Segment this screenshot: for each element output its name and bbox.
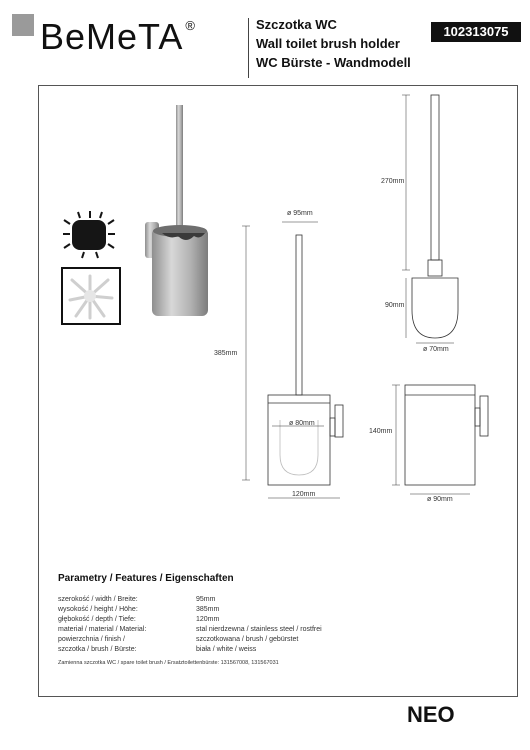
title-de: WC Bürste - Wandmodell [256, 55, 411, 70]
params-heading: Parametry / Features / Eigenschaften [58, 573, 234, 584]
series-name: NEO [407, 702, 455, 727]
param-label-brush: szczotka / brush / Bürste: [58, 646, 137, 653]
dim-brush-head-diameter: ø 70mm [423, 346, 449, 353]
brush-view-drawing [402, 95, 458, 343]
brand-name: BeMeTA [40, 16, 184, 57]
param-label-finish: powierzchnia / finish / [58, 636, 125, 643]
param-label-depth: głębokość / depth / Tiefe: [58, 616, 136, 623]
param-label-width: szerokość / width / Breite: [58, 596, 138, 603]
dim-depth: 120mm [292, 491, 316, 498]
white-brush-icon [62, 268, 120, 324]
title-en: Wall toilet brush holder [256, 36, 400, 51]
spare-brush-note: Zamienna szczotka WC / spare toilet brush / Ersatztoilettenbürste: 131567008, 131567031 [58, 660, 279, 666]
param-value-width: 95mm [196, 596, 216, 603]
front-view-drawing [242, 222, 343, 498]
param-label-material: materiał / material / Material: [58, 626, 147, 633]
dim-brush-length: 270mm [381, 178, 405, 185]
dim-height-total: 385mm [214, 350, 238, 357]
cup-view-drawing [392, 385, 488, 494]
param-value-material: stal nierdzewna / stainless steel / rostfrei [196, 626, 322, 633]
title-pl: Szczotka WC [256, 17, 337, 32]
product-code: 102313075 [431, 22, 521, 42]
black-brush-icon [63, 211, 115, 258]
registered-mark: ® [185, 18, 196, 33]
product-photo [145, 105, 208, 316]
param-value-depth: 120mm [196, 616, 220, 623]
dim-brush-head-height: 90mm [385, 302, 405, 309]
param-label-height: wysokość / height / Höhe: [58, 606, 138, 613]
dim-width-top: ø 95mm [287, 210, 313, 217]
dim-inner-diameter: ø 80mm [289, 420, 315, 427]
param-value-finish: szczotkowana / brush / gebürstet [196, 636, 299, 643]
dim-cup-height: 140mm [369, 428, 393, 435]
param-value-height: 385mm [196, 606, 220, 613]
dim-cup-diameter: ø 90mm [427, 496, 453, 503]
param-value-brush: biała / white / weiss [196, 646, 257, 653]
